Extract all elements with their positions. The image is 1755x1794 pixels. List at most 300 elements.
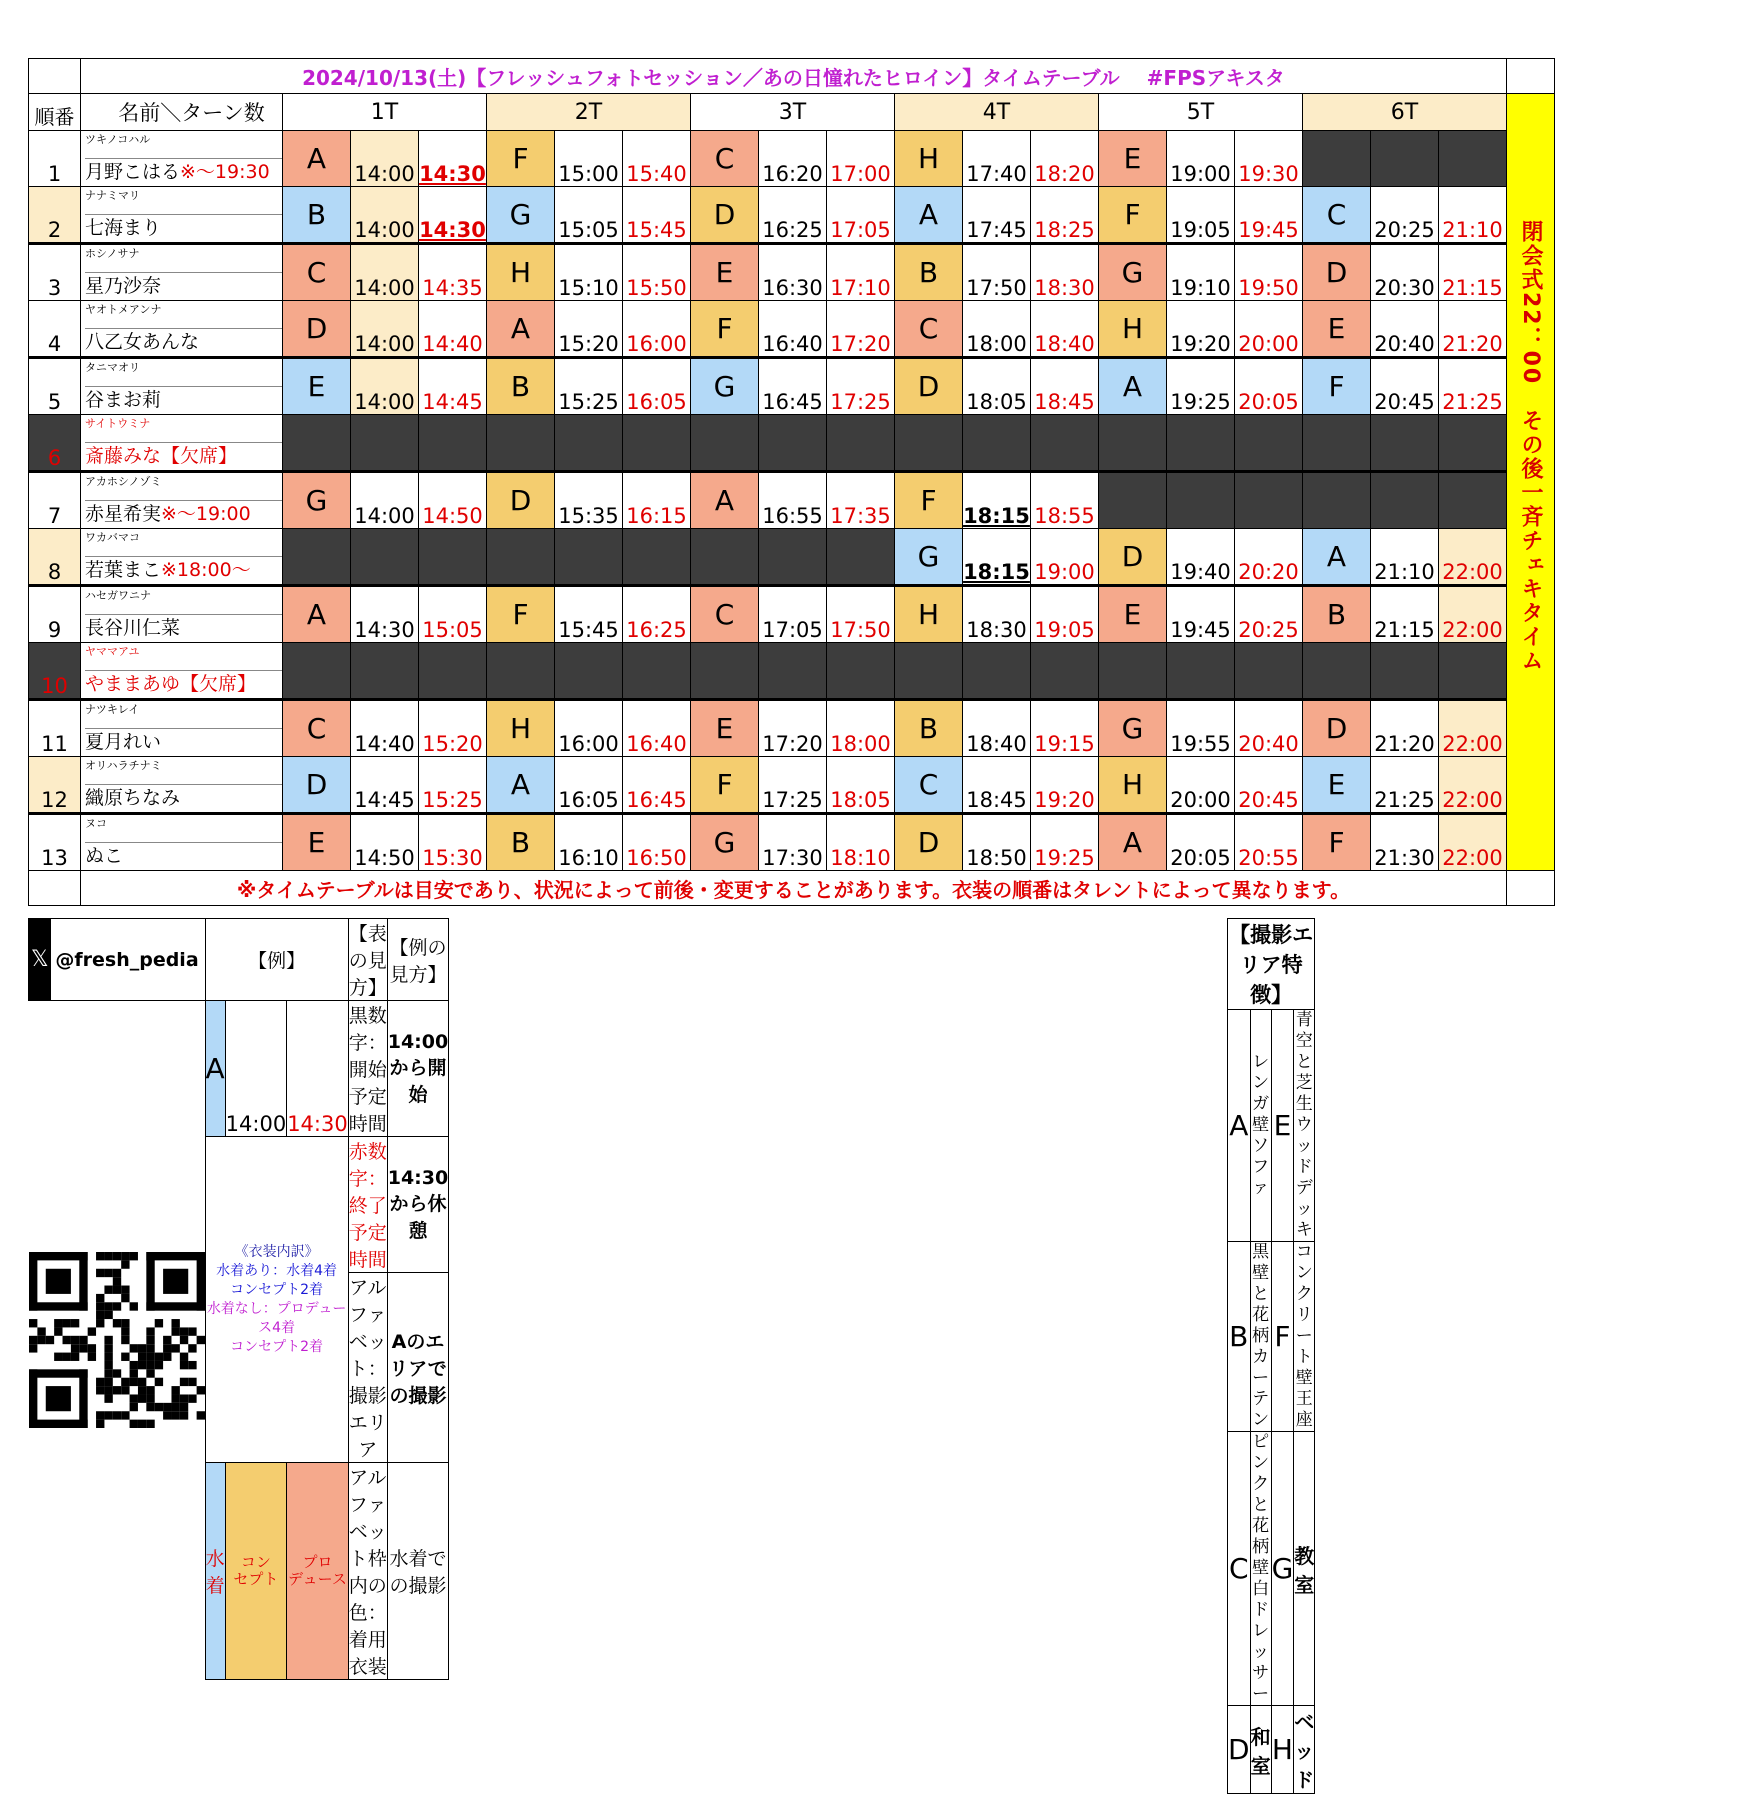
end-time: 19:25 xyxy=(1031,814,1099,871)
area-desc-d: 和室 xyxy=(1250,1706,1271,1794)
performer-kana: サイトウミナ xyxy=(85,417,151,430)
end-time: 14:30 xyxy=(419,187,487,244)
start-time: 14:50 xyxy=(351,814,419,871)
chip-produce-2: デュース xyxy=(288,1570,347,1588)
chip-produce-1: プロ xyxy=(302,1553,333,1571)
area-letter: G xyxy=(487,187,555,244)
notice-row xyxy=(29,871,1555,906)
performer-name-cell xyxy=(81,244,283,301)
start-time: 21:15 xyxy=(1371,586,1439,643)
row-number: 13 xyxy=(29,814,81,871)
area-letter: D xyxy=(1303,244,1371,301)
start-time: 15:20 xyxy=(555,301,623,358)
start-time: 17:25 xyxy=(759,757,827,814)
area-letter: D xyxy=(895,358,963,415)
start-time: 21:30 xyxy=(1371,814,1439,871)
empty-slot xyxy=(691,643,759,700)
costume-line-3: 水着なし：プロデュース4着 xyxy=(206,1300,347,1336)
empty-slot xyxy=(623,415,691,472)
end-time: 17:00 xyxy=(827,131,895,187)
empty-slot xyxy=(555,529,623,586)
start-time: 16:05 xyxy=(555,757,623,814)
performer-name: 月野こはる xyxy=(85,161,181,183)
row-number: 8 xyxy=(29,529,81,586)
end-time: 18:20 xyxy=(1031,131,1099,187)
area-letter: F xyxy=(1303,358,1371,415)
area-desc-h: ベッド xyxy=(1294,1706,1315,1794)
performer-kana: ホシノサナ xyxy=(85,247,140,260)
empty-slot xyxy=(759,415,827,472)
end-time: 16:00 xyxy=(623,301,691,358)
end-time: 21:10 xyxy=(1439,187,1507,244)
area-key-b: B xyxy=(1228,1242,1251,1432)
area-letter: A xyxy=(487,757,555,814)
end-time: 21:25 xyxy=(1439,358,1507,415)
end-time: 21:20 xyxy=(1439,301,1507,358)
end-time: 19:45 xyxy=(1235,187,1303,244)
empty-slot xyxy=(487,529,555,586)
start-time: 14:00 xyxy=(351,131,419,187)
start-time: 17:05 xyxy=(759,586,827,643)
end-time: 19:00 xyxy=(1031,529,1099,586)
start-time: 15:00 xyxy=(555,131,623,187)
end-time: 22:00 xyxy=(1439,814,1507,871)
end-time: 18:45 xyxy=(1031,358,1099,415)
end-time: 15:30 xyxy=(419,814,487,871)
performer-name-cell xyxy=(81,529,283,586)
start-time: 16:40 xyxy=(759,301,827,358)
area-letter: D xyxy=(283,301,351,358)
end-time: 14:30 xyxy=(419,131,487,187)
performer-name: やままあゆ【欠席】 xyxy=(85,673,257,695)
start-time: 20:30 xyxy=(1371,244,1439,301)
empty-slot xyxy=(1371,643,1439,700)
performer-kana: ナナミマリ xyxy=(85,189,140,202)
area-letter: D xyxy=(691,187,759,244)
area-letter: F xyxy=(487,586,555,643)
area-letter: B xyxy=(487,814,555,871)
notice-text: ※タイムテーブルは目安であり、状況によって前後・変更することがあります。衣装の順番はタレントによって異なります。 xyxy=(81,871,1507,906)
end-time: 15:25 xyxy=(419,757,487,814)
legend-example-end: 14:30 xyxy=(287,1001,349,1137)
area-letter: A xyxy=(1303,529,1371,586)
end-time: 18:30 xyxy=(1031,244,1099,301)
empty-slot xyxy=(487,643,555,700)
performer-kana: アカホシノゾミ xyxy=(85,475,162,488)
legend-meaning-3: Aのエリアでの撮影 xyxy=(387,1273,448,1463)
row-number: 9 xyxy=(29,586,81,643)
area-letter: A xyxy=(895,187,963,244)
end-time: 20:05 xyxy=(1235,358,1303,415)
end-time: 16:25 xyxy=(623,586,691,643)
table-row xyxy=(29,415,1555,472)
timetable-grid xyxy=(28,58,1555,906)
end-time: 17:35 xyxy=(827,472,895,529)
area-key-e: E xyxy=(1271,1010,1294,1242)
start-time: 16:10 xyxy=(555,814,623,871)
area-letter: E xyxy=(283,358,351,415)
end-time: 14:50 xyxy=(419,472,487,529)
performer-name-cell xyxy=(81,757,283,814)
end-time: 20:00 xyxy=(1235,301,1303,358)
header-turn-2: 2T xyxy=(487,94,691,131)
start-time: 20:45 xyxy=(1371,358,1439,415)
start-time: 19:05 xyxy=(1167,187,1235,244)
start-time: 18:45 xyxy=(963,757,1031,814)
area-key-h: H xyxy=(1271,1706,1294,1794)
empty-slot xyxy=(419,643,487,700)
area-letter: C xyxy=(1303,187,1371,244)
area-letter: D xyxy=(1099,529,1167,586)
empty-slot xyxy=(419,529,487,586)
end-time: 14:45 xyxy=(419,358,487,415)
performer-name-cell xyxy=(81,415,283,472)
empty-slot xyxy=(691,415,759,472)
qr-code-image xyxy=(29,1252,205,1428)
start-time: 18:15 xyxy=(963,529,1031,586)
costume-title: 《衣装内訳》 xyxy=(234,1243,319,1260)
end-time: 18:10 xyxy=(827,814,895,871)
end-time: 15:50 xyxy=(623,244,691,301)
table-row xyxy=(29,358,1555,415)
chip-concept-2: セプト xyxy=(233,1570,279,1588)
legend-meaning-2: 14:30から休憩 xyxy=(387,1137,448,1273)
start-time: 14:00 xyxy=(351,358,419,415)
performer-name: 斎藤みな【欠席】 xyxy=(85,445,238,467)
end-time: 14:40 xyxy=(419,301,487,358)
empty-slot xyxy=(283,415,351,472)
start-time: 14:30 xyxy=(351,586,419,643)
performer-name-cell xyxy=(81,700,283,757)
empty-slot xyxy=(623,643,691,700)
empty-slot xyxy=(827,643,895,700)
area-letter: G xyxy=(1099,700,1167,757)
start-time: 21:10 xyxy=(1371,529,1439,586)
empty-slot xyxy=(895,415,963,472)
empty-slot xyxy=(895,643,963,700)
end-time: 17:25 xyxy=(827,358,895,415)
empty-slot xyxy=(1167,472,1235,529)
empty-slot xyxy=(1303,643,1371,700)
start-time: 15:45 xyxy=(555,586,623,643)
chip-concept xyxy=(225,1463,287,1680)
area-letter: A xyxy=(1099,358,1167,415)
area-letter: H xyxy=(895,131,963,187)
start-time: 19:20 xyxy=(1167,301,1235,358)
performer-name-cell xyxy=(81,643,283,700)
start-time: 21:25 xyxy=(1371,757,1439,814)
end-time: 16:50 xyxy=(623,814,691,871)
table-row xyxy=(29,700,1555,757)
start-time: 19:25 xyxy=(1167,358,1235,415)
area-key-a: A xyxy=(1228,1010,1251,1242)
performer-name-cell xyxy=(81,814,283,871)
end-time: 18:25 xyxy=(1031,187,1099,244)
start-time: 15:10 xyxy=(555,244,623,301)
start-time: 16:20 xyxy=(759,131,827,187)
end-time: 18:40 xyxy=(1031,301,1099,358)
table-row xyxy=(29,529,1555,586)
empty-slot xyxy=(1303,472,1371,529)
end-time: 18:05 xyxy=(827,757,895,814)
performer-name: 七海まり xyxy=(85,217,162,239)
area-table xyxy=(1227,918,1315,1794)
end-time: 22:00 xyxy=(1439,700,1507,757)
legend-example-area: A xyxy=(205,1001,225,1137)
legend-meaning-1: 14:00から開始 xyxy=(387,1001,448,1137)
end-time: 16:15 xyxy=(623,472,691,529)
end-time: 19:15 xyxy=(1031,700,1099,757)
start-time: 19:00 xyxy=(1167,131,1235,187)
row-number: 7 xyxy=(29,472,81,529)
table-row xyxy=(29,244,1555,301)
performer-name: 若葉まこ xyxy=(85,559,162,581)
performer-note: ※18:00～ xyxy=(161,559,251,581)
area-letter: A xyxy=(283,131,351,187)
start-time: 17:20 xyxy=(759,700,827,757)
start-time: 14:00 xyxy=(351,244,419,301)
start-time: 17:40 xyxy=(963,131,1031,187)
area-letter: H xyxy=(487,700,555,757)
area-letter: C xyxy=(283,700,351,757)
legend-table xyxy=(28,918,449,1680)
header-turn-4: 4T xyxy=(895,94,1099,131)
qr-code[interactable] xyxy=(29,1001,206,1680)
performer-note: ※～19:30 xyxy=(180,161,270,183)
start-time: 19:40 xyxy=(1167,529,1235,586)
empty-slot xyxy=(419,415,487,472)
empty-slot xyxy=(1371,472,1439,529)
row-number: 6 xyxy=(29,415,81,472)
start-time: 21:20 xyxy=(1371,700,1439,757)
start-time: 15:35 xyxy=(555,472,623,529)
performer-kana: ヤオトメアンナ xyxy=(85,303,162,316)
row-number: 2 xyxy=(29,187,81,244)
header-turn-1: 1T xyxy=(283,94,487,131)
empty-slot xyxy=(283,529,351,586)
empty-slot xyxy=(1439,415,1507,472)
area-letter: C xyxy=(691,586,759,643)
start-time: 19:45 xyxy=(1167,586,1235,643)
area-letter: E xyxy=(283,814,351,871)
chip-swim: 水着 xyxy=(205,1463,225,1680)
performer-name: 八乙女あんな xyxy=(85,331,200,353)
empty-slot xyxy=(487,415,555,472)
area-letter: B xyxy=(487,358,555,415)
area-letter: E xyxy=(691,244,759,301)
performer-name: 夏月れい xyxy=(85,731,162,753)
area-letter: H xyxy=(1099,301,1167,358)
empty-slot xyxy=(1031,643,1099,700)
area-key-g: G xyxy=(1271,1432,1294,1706)
header-turn-5: 5T xyxy=(1099,94,1303,131)
empty-slot xyxy=(1235,472,1303,529)
area-letter: F xyxy=(691,757,759,814)
area-letter: G xyxy=(895,529,963,586)
area-desc-b: 黒壁と 花柄カーテン xyxy=(1252,1242,1270,1430)
empty-slot xyxy=(1303,131,1371,187)
row-number: 3 xyxy=(29,244,81,301)
table-row xyxy=(29,757,1555,814)
empty-slot xyxy=(351,529,419,586)
area-letter: A xyxy=(691,472,759,529)
start-time: 14:00 xyxy=(351,472,419,529)
end-time: 17:20 xyxy=(827,301,895,358)
performer-kana: ナツキレイ xyxy=(85,703,140,716)
end-time: 19:30 xyxy=(1235,131,1303,187)
start-time: 19:55 xyxy=(1167,700,1235,757)
area-letter: D xyxy=(895,814,963,871)
area-letter: B xyxy=(895,244,963,301)
area-letter: G xyxy=(691,358,759,415)
empty-slot xyxy=(1167,415,1235,472)
area-desc-a: レンガ壁 ソファ xyxy=(1250,1010,1271,1242)
end-time: 17:50 xyxy=(827,586,895,643)
performer-kana: オリハラチナミ xyxy=(85,759,162,772)
area-letter: F xyxy=(487,131,555,187)
legend-howto-header: 【表の見方】 xyxy=(348,919,387,1001)
row-number: 1 xyxy=(29,131,81,187)
empty-slot xyxy=(1371,415,1439,472)
performer-name-cell xyxy=(81,472,283,529)
performer-name: 織原ちなみ xyxy=(85,787,181,809)
empty-slot xyxy=(351,643,419,700)
start-time: 14:45 xyxy=(351,757,419,814)
area-letter: A xyxy=(1099,814,1167,871)
empty-slot xyxy=(963,415,1031,472)
start-time: 16:30 xyxy=(759,244,827,301)
area-letter: A xyxy=(487,301,555,358)
start-time: 18:40 xyxy=(963,700,1031,757)
row-number: 5 xyxy=(29,358,81,415)
end-time: 20:40 xyxy=(1235,700,1303,757)
area-key-c: C xyxy=(1228,1432,1251,1706)
empty-slot xyxy=(1235,643,1303,700)
start-time: 16:45 xyxy=(759,358,827,415)
performer-kana: タニマオリ xyxy=(85,361,140,374)
end-time: 20:20 xyxy=(1235,529,1303,586)
empty-slot xyxy=(1099,643,1167,700)
legend-meaning-4: 水着での撮影 xyxy=(387,1463,448,1680)
table-row xyxy=(29,472,1555,529)
header-order: 順番 xyxy=(29,94,81,131)
empty-slot xyxy=(691,529,759,586)
end-time: 19:05 xyxy=(1031,586,1099,643)
performer-name-cell xyxy=(81,131,283,187)
area-title: 【撮影エリア特徴】 xyxy=(1228,919,1315,1010)
area-letter: C xyxy=(283,244,351,301)
area-letter: E xyxy=(1303,757,1371,814)
start-time: 18:00 xyxy=(963,301,1031,358)
empty-slot xyxy=(1439,643,1507,700)
start-time: 20:05 xyxy=(1167,814,1235,871)
chip-produce xyxy=(287,1463,349,1680)
social-handle[interactable]: @fresh_pedia xyxy=(51,919,205,1001)
start-time: 17:50 xyxy=(963,244,1031,301)
end-time: 19:50 xyxy=(1235,244,1303,301)
legend-howto-3: アルファベット：撮影エリア xyxy=(348,1273,387,1463)
end-time: 15:20 xyxy=(419,700,487,757)
performer-name-cell xyxy=(81,301,283,358)
start-time: 17:45 xyxy=(963,187,1031,244)
start-time: 20:25 xyxy=(1371,187,1439,244)
header-name: 名前＼ターン数 xyxy=(81,94,283,131)
empty-slot xyxy=(1167,643,1235,700)
area-letter: G xyxy=(691,814,759,871)
costume-line-2: コンセプト2着 xyxy=(230,1281,324,1298)
area-letter: H xyxy=(1099,757,1167,814)
area-letter: A xyxy=(283,586,351,643)
empty-slot xyxy=(1235,415,1303,472)
start-time: 16:00 xyxy=(555,700,623,757)
table-row xyxy=(29,586,1555,643)
area-letter: H xyxy=(895,586,963,643)
timetable xyxy=(28,58,1555,906)
area-letter: D xyxy=(487,472,555,529)
performer-kana: ツキノコハル xyxy=(85,133,151,146)
end-time: 22:00 xyxy=(1439,586,1507,643)
x-logo-icon[interactable]: 𝕏 xyxy=(29,919,51,1001)
end-time: 16:05 xyxy=(623,358,691,415)
legend-meaning-header: 【例の見方】 xyxy=(387,919,448,1001)
start-time: 16:25 xyxy=(759,187,827,244)
legend-howto-2: 赤数字：終了予定時間 xyxy=(348,1137,387,1273)
end-time: 14:35 xyxy=(419,244,487,301)
costume-line-1: 水着あり：水着4着 xyxy=(216,1262,338,1279)
area-letter: G xyxy=(1099,244,1167,301)
start-time: 15:05 xyxy=(555,187,623,244)
start-time: 14:40 xyxy=(351,700,419,757)
area-letter: E xyxy=(691,700,759,757)
area-letter: F xyxy=(691,301,759,358)
start-time: 18:50 xyxy=(963,814,1031,871)
costume-breakdown xyxy=(205,1137,348,1463)
empty-slot xyxy=(827,529,895,586)
start-time: 14:00 xyxy=(351,187,419,244)
table-row xyxy=(29,643,1555,700)
row-number: 12 xyxy=(29,757,81,814)
legend-howto-1: 黒数字：開始予定時間 xyxy=(348,1001,387,1137)
end-time: 15:45 xyxy=(623,187,691,244)
area-letter: E xyxy=(1303,301,1371,358)
closing-note-text: 閉会式22：00 その後一斉チェキタイム xyxy=(1518,220,1543,674)
start-time: 14:00 xyxy=(351,301,419,358)
start-time: 15:25 xyxy=(555,358,623,415)
end-time: 18:55 xyxy=(1031,472,1099,529)
area-letter: E xyxy=(1099,131,1167,187)
performer-kana: ヤママアユ xyxy=(85,645,140,658)
row-number: 10 xyxy=(29,643,81,700)
area-letter: F xyxy=(1303,814,1371,871)
area-letter: C xyxy=(895,301,963,358)
area-letter: C xyxy=(691,131,759,187)
start-time: 18:30 xyxy=(963,586,1031,643)
area-letter: H xyxy=(487,244,555,301)
end-time: 20:55 xyxy=(1235,814,1303,871)
area-letter: B xyxy=(895,700,963,757)
end-time: 15:05 xyxy=(419,586,487,643)
area-desc-g: 教室 xyxy=(1294,1432,1315,1706)
end-time: 22:00 xyxy=(1439,757,1507,814)
start-time: 17:30 xyxy=(759,814,827,871)
end-time: 16:45 xyxy=(623,757,691,814)
end-time: 16:40 xyxy=(623,700,691,757)
end-time: 22:00 xyxy=(1439,529,1507,586)
performer-name: 谷まお莉 xyxy=(85,389,162,411)
area-letter: B xyxy=(283,187,351,244)
empty-slot xyxy=(759,643,827,700)
performer-name: 赤星希実 xyxy=(85,503,162,525)
